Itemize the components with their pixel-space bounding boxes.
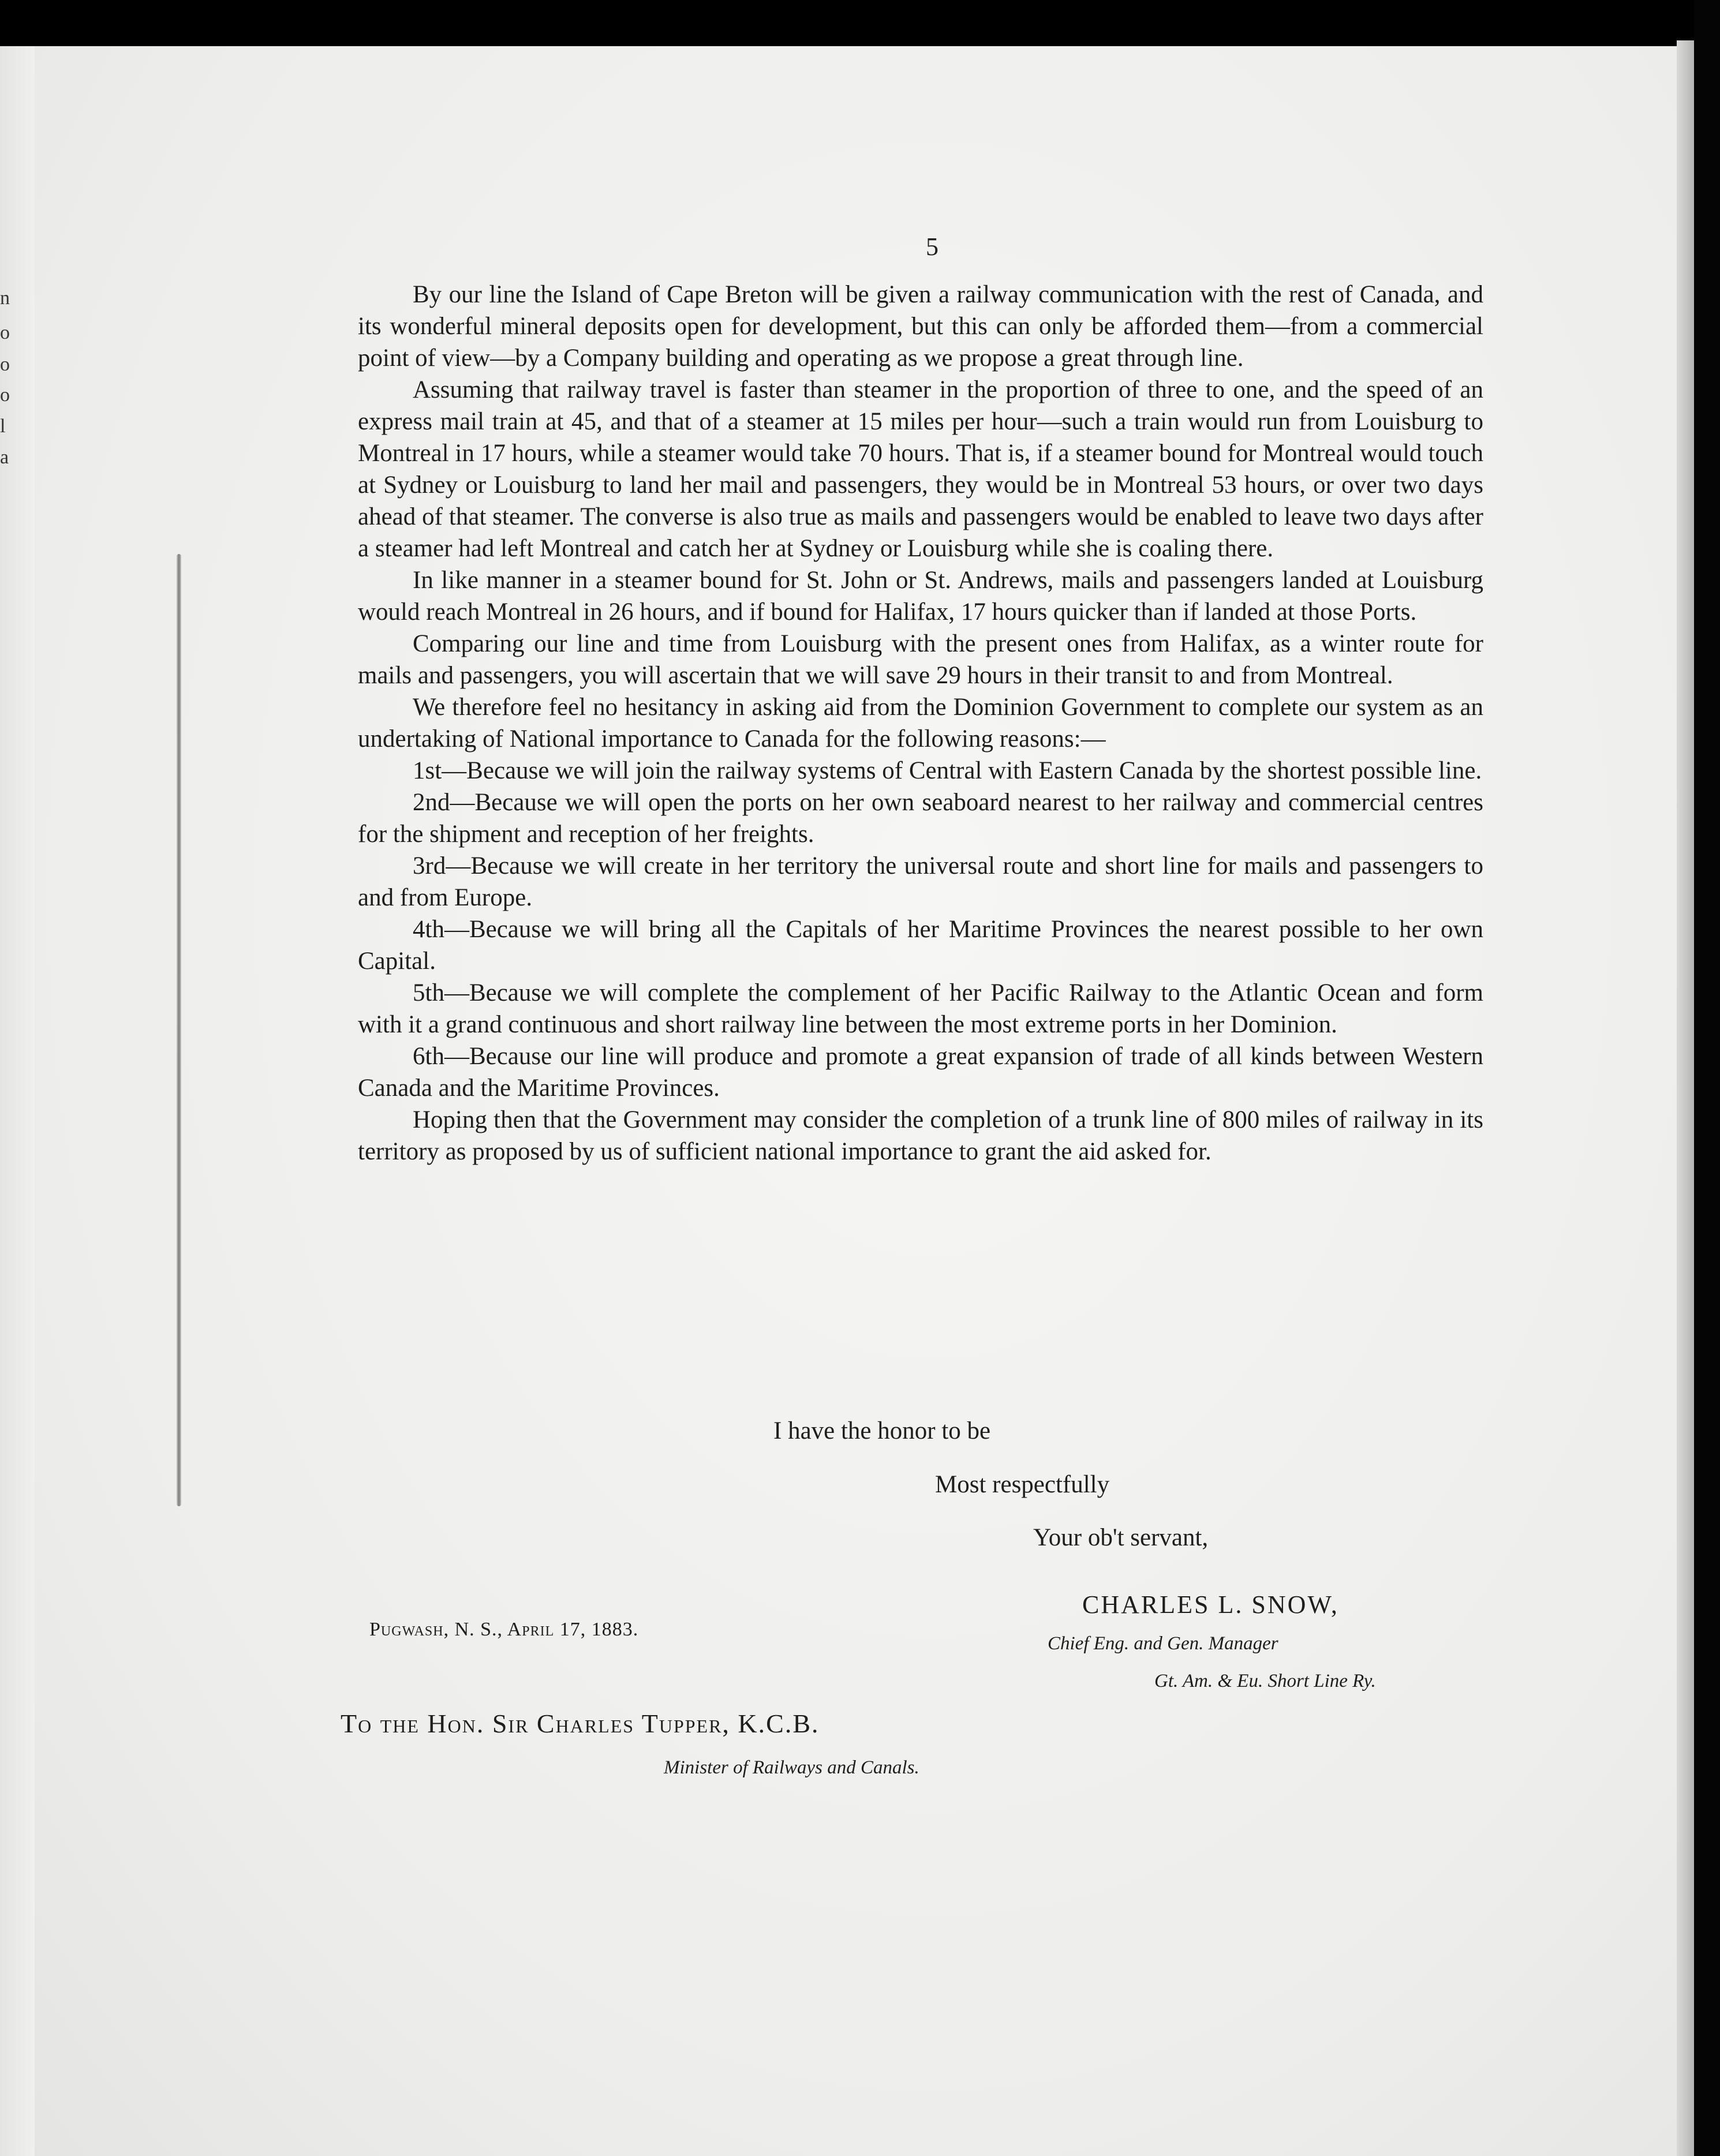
addressee-role: Minister of Railways and Canals. xyxy=(664,1757,919,1778)
scan-background-edge xyxy=(1694,0,1720,2156)
closing-line-respectfully: Most respectfully xyxy=(935,1471,1110,1498)
paragraph: Assuming that railway travel is faster than steamer in the proportion of three to one, and the speed of an express mail train at 45, and that of a steamer at 15 miles per hour—such a train would run from Louisburg to Montreal in 17 hours, while a steamer would take 70 hours. That is, if a steamer bound for Montreal would touch at Sydney or Louisburg to land her mail and passengers, they would be in Montreal 53 hours, or over two days ahead of that steamer. The converse is also true as mails and passengers would be enabled to leave two days after a steamer had left Montreal and catch her at Sydney or Louisburg while she is coaling there. xyxy=(358,376,1483,562)
paragraph: We therefore feel no hesitancy in asking aid from the Dominion Government to complete our system as an undertaking of National importance to Canada for the following reasons:— xyxy=(358,694,1483,753)
letter-body xyxy=(358,231,1483,1167)
margin-bleed-letter: n xyxy=(0,287,10,309)
reason-item: 6th—Because our line will produce and promote a great expansion of trade of all kinds between Western Canada and the Maritime Provinces. xyxy=(358,1043,1483,1102)
reason-item: 1st—Because we will join the railway systems of Central with Eastern Canada by the shortest possible line. xyxy=(413,757,1482,784)
addressee: To the Hon. Sir Charles Tupper, K.C.B. xyxy=(341,1709,820,1738)
company-name: Gt. Am. & Eu. Short Line Ry. xyxy=(1154,1671,1376,1691)
margin-bleed-letter: a xyxy=(0,447,9,468)
paragraph: Comparing our line and time from Louisburg with the present ones from Halifax, as a winter route for mails and passengers, you will ascertain that we will save 29 hours in their transit to and from Montreal. xyxy=(358,630,1483,689)
reason-item: 5th—Because we will complete the complement of her Pacific Railway to the Atlantic Ocean and form with it a grand continuous and short railway line between the most extreme ports in her Dominion. xyxy=(358,979,1483,1038)
margin-bleed-letter: o xyxy=(0,384,10,406)
paragraph: By our line the Island of Cape Breton will be given a railway communication with the rest of Canada, and its wonderful mineral deposits open for development, but this can only be afforded them—from a commercial point of view—by a Company building and operating as we propose a great through line. xyxy=(358,281,1483,372)
margin-bleed-letter: o xyxy=(0,354,10,375)
closing-line-honor: I have the honor to be xyxy=(773,1417,991,1444)
final-paragraph: Hoping then that the Government may consider the completion of a trunk line of 800 miles of railway in its territory as proposed by us of sufficient national importance to grant the aid asked for. xyxy=(358,1106,1483,1165)
page-edge-shadow xyxy=(1677,40,1694,2156)
margin-bleed-letter: l xyxy=(0,416,6,437)
binding-fold-line xyxy=(177,554,181,1506)
reason-item: 3rd—Because we will create in her territory the universal route and short line for mails and passengers to and from Europe. xyxy=(358,852,1483,911)
reason-item: 2nd—Because we will open the ports on her own seaboard nearest to her railway and commercial centres for the shipment and reception of her freights. xyxy=(358,789,1483,848)
signatory-title: Chief Eng. and Gen. Manager xyxy=(1048,1633,1278,1654)
reason-item: 4th—Because we will bring all the Capitals of her Maritime Provinces the nearest possible to her own Capital. xyxy=(358,916,1483,975)
signatory-name: CHARLES L. SNOW, xyxy=(1082,1590,1339,1619)
page-number: 5 xyxy=(926,233,938,261)
dateline: Pugwash, N. S., April 17, 1883. xyxy=(369,1619,639,1640)
paragraph: In like manner in a steamer bound for St. John or St. Andrews, mails and passengers landed at Louisburg would reach Montreal in 26 hours, and if bound for Halifax, 17 hours quicker than if landed at those Ports. xyxy=(358,567,1483,626)
closing-line-servant: Your ob't servant, xyxy=(1033,1524,1209,1551)
margin-bleed-letter: o xyxy=(0,322,10,343)
